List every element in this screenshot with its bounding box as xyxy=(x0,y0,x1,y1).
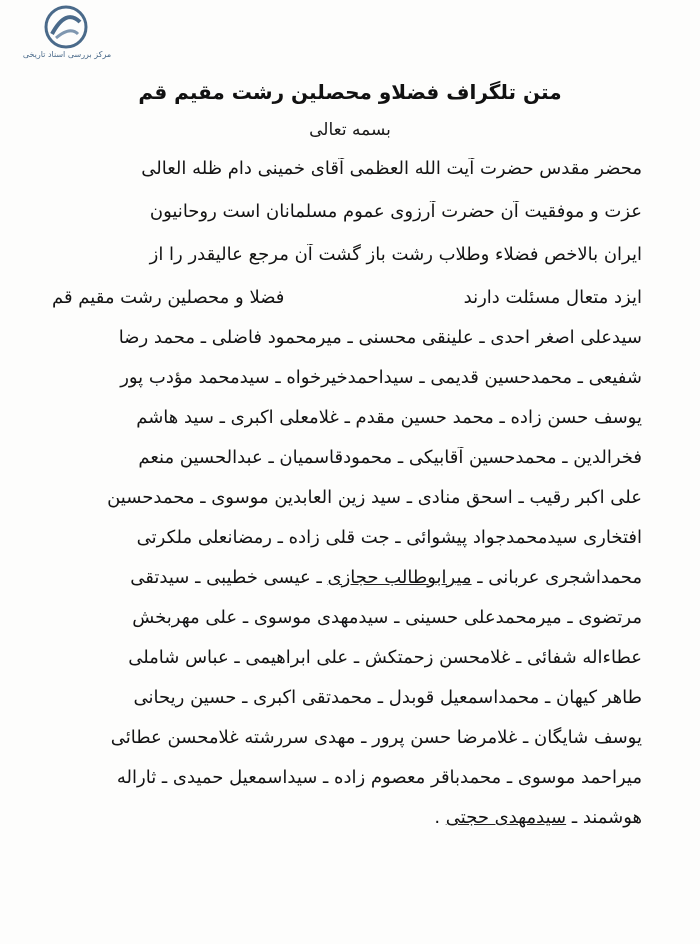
text-line: فخرالدین ـ محمدحسین آقابیکی ـ محمودقاسمیان ـ عبدالحسین منعم xyxy=(138,447,642,468)
text-line: علی اکبر رقیب ـ اسحق منادی ـ سید زین العابدین موسوی ـ محمدحسین xyxy=(107,487,642,508)
text-line: محضر مقدس حضرت آیت الله العظمی آقای خمینی دام ظله العالی xyxy=(141,158,642,179)
text-line: سیدعلی اصغر احدی ـ علینقی محسنی ـ میرمحمود فاضلی ـ محمد رضا xyxy=(118,327,642,348)
archive-logo xyxy=(12,4,122,64)
underlined-name: میرابوطالب حجازی xyxy=(327,567,472,588)
text-line-part: محمداشجری عربانی ـ xyxy=(471,567,642,588)
text-line-part: فضلا و محصلین رشت مقیم قم xyxy=(52,287,285,308)
text-line: عزت و موفقیت آن حضرت آرزوی عموم مسلمانان است روحانیون xyxy=(149,201,642,222)
text-line-part: ـ عیسی خطیبی ـ سیدتقی xyxy=(130,567,328,588)
text-line-part: هوشمند ـ xyxy=(566,807,642,828)
final-line xyxy=(52,807,642,828)
text-line-split xyxy=(52,287,642,308)
text-line-part: ایزد متعال مسئلت دارند xyxy=(463,287,642,308)
text-line: یوسف حسن زاده ـ محمد حسین مقدم ـ غلامعلی اکبری ـ سید هاشم xyxy=(136,407,642,428)
text-line: شفیعی ـ محمدحسین قدیمی ـ سیداحمدخیرخواه ـ سیدمحمد مؤدب پور xyxy=(120,367,642,388)
text-line-with-underline xyxy=(52,567,642,588)
text-line: ایران بالاخص فضلاء وطلاب رشت باز گشت آن مرجع عالیقدر را از xyxy=(149,244,642,265)
text-line: مرتضوی ـ میرمحمدعلی حسینی ـ سیدمهدی موسوی ـ علی مهربخش xyxy=(132,607,642,628)
text-line: عطاءاله شفائی ـ غلامحسن زحمتکش ـ علی ابراهیمی ـ عباس شاملی xyxy=(128,647,642,668)
archive-logo-caption: مرکز بررسی اسناد تاریخی xyxy=(22,50,112,59)
basmala: بسمه تعالی xyxy=(309,120,391,140)
text-line: یوسف شایگان ـ غلامرضا حسن پرور ـ مهدی سررشته غلامحسن عطائی xyxy=(110,727,642,748)
document-title: متن تلگراف فضلاو محصلین رشت مقیم قم xyxy=(138,80,562,104)
text-line: میراحمد موسوی ـ محمدباقر معصوم زاده ـ سیداسمعیل حمیدی ـ ثاراله xyxy=(116,767,642,788)
text-line: افتخاری سیدمحمدجواد پیشوائی ـ جت قلی زاده ـ رمضانعلی ملکرتی xyxy=(136,527,642,548)
text-line: طاهر کیهان ـ محمداسمعیل قوبدل ـ محمدتقی اکبری ـ حسین ریحانی xyxy=(133,687,642,708)
text-line-part: . xyxy=(434,807,446,828)
underlined-name: سیدمهدی حجتی xyxy=(445,807,567,828)
archive-logo-icon xyxy=(34,4,98,50)
